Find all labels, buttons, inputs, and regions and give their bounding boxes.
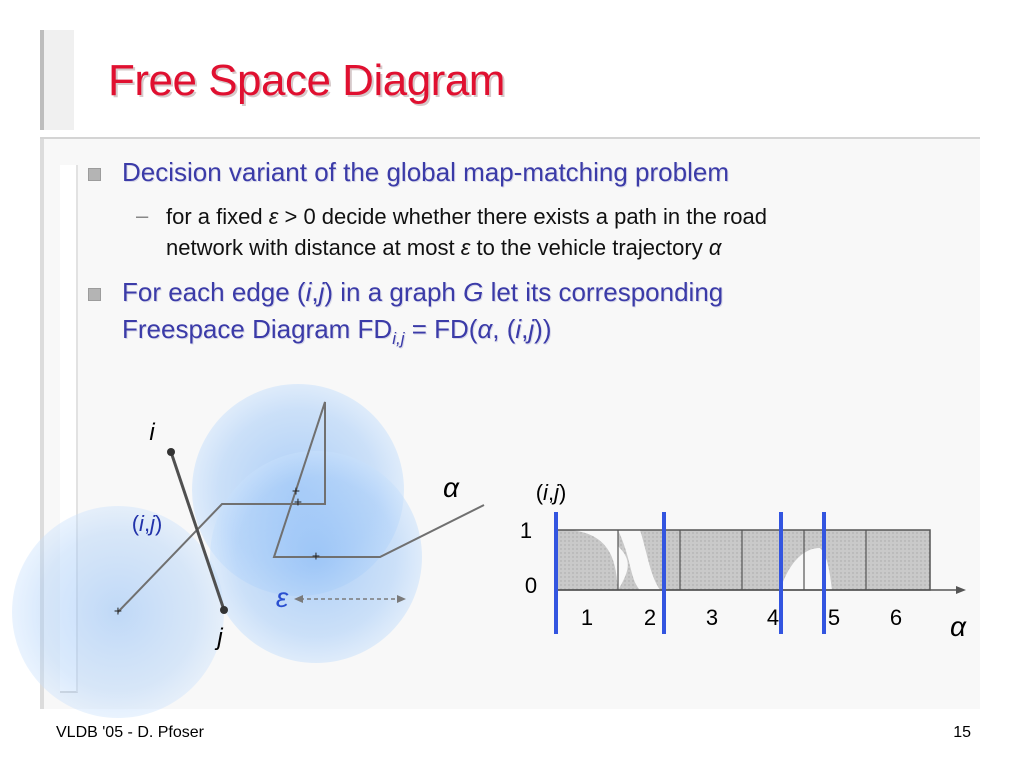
fd-x-tick: 4 bbox=[766, 605, 780, 630]
sample-point: + bbox=[291, 482, 301, 499]
slide-title: Free Space Diagram bbox=[108, 56, 505, 105]
fd-x-tick: 2 bbox=[643, 605, 657, 630]
epsilon-label: ε bbox=[275, 582, 289, 613]
fd-y-tick-0: 0 bbox=[524, 573, 538, 598]
node-j-dot bbox=[220, 606, 228, 614]
sample-point: + bbox=[293, 493, 303, 510]
fd-x-axis-label: α bbox=[950, 611, 966, 642]
bullet-1: Decision variant of the global map-matching problem bbox=[122, 157, 729, 187]
sample-point: + bbox=[311, 547, 321, 564]
node-j-label: j bbox=[217, 624, 223, 651]
fd-x-tick: 1 bbox=[580, 605, 594, 630]
fd-x-tick: 5 bbox=[827, 605, 841, 630]
node-i-label: i bbox=[149, 419, 155, 446]
sample-point: + bbox=[113, 602, 123, 619]
fd-title: (i,j) bbox=[535, 480, 567, 505]
sub-bullet-dash-icon: – bbox=[136, 203, 149, 228]
trajectory-label: α bbox=[443, 472, 459, 503]
page-number: 15 bbox=[953, 724, 971, 741]
node-i-dot bbox=[167, 448, 175, 456]
fd-x-tick: 6 bbox=[889, 605, 903, 630]
fd-x-tick: 3 bbox=[705, 605, 719, 630]
footer-left: VLDB '05 - D. Pfoser bbox=[56, 724, 204, 741]
sub-bullet-1: for a fixed ε > 0 decide whether there exists a path in the road network with distance at most ε to the vehicle trajectory α bbox=[166, 204, 767, 260]
edge-label: (i,j) bbox=[131, 511, 163, 536]
fd-y-tick-1: 1 bbox=[519, 518, 533, 543]
bullet-2: For each edge (i,j) in a graph G let its corresponding Freespace Diagram $FD_{i,j} = FD(\alpha$, (i,j)) bbox=[122, 277, 724, 349]
x-axis-arrowhead-icon bbox=[956, 586, 966, 594]
